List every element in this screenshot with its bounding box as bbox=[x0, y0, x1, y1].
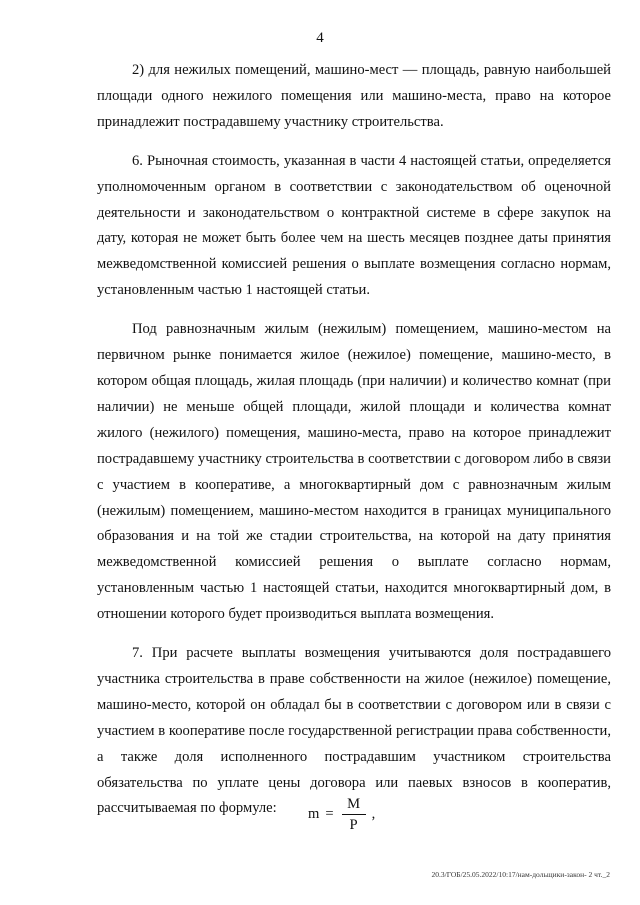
formula-equals: = bbox=[325, 806, 334, 822]
document-body bbox=[97, 58, 611, 835]
paragraph-nonresidential-premises: 2) для нежилых помещений, машино-мест — площадь, равную наибольшей площади одного нежилого помещения или машино-места, право на которое принадлежит пострадавшему участнику строительства. bbox=[97, 62, 611, 130]
formula bbox=[308, 794, 375, 835]
formula-denominator: P bbox=[349, 817, 358, 833]
formula-fraction bbox=[342, 794, 366, 835]
formula-trailing-comma: , bbox=[371, 806, 376, 822]
formula-numerator: M bbox=[347, 796, 361, 812]
document-footer-code: 20.3/ГОБ/25.05.2022/10:17/нам-дольщики-закон- 2 чт._2 bbox=[431, 870, 610, 879]
paragraph-compensation-calculation: 7. При расчете выплаты возмещения учитываются доля пострадавшего участника строительства в праве собственности на жилое (нежилое) помещение, машино-место, которой он обладал бы в соответствии с договором или в связи с участием в кооперативе после государственной регистрации права собственности, а также доля исполненного пострадавшим участником строительства обязательства по уплате цены договора или паевых взносов в кооператив, рассчитываемая по формуле: bbox=[97, 645, 611, 817]
formula-lhs: m bbox=[308, 806, 320, 822]
paragraph-market-value: 6. Рыночная стоимость, указанная в части 4 настоящей статьи, определяется уполномоченным органом в соответствии с законодательством об оценочной деятельности и законодательством о контрактной системе в сфере закупок на дату, которая не может быть более чем на шесть месяцев позднее даты принятия межведомственной комиссией решения о выплате возмещения согласно нормам, установленным частью 1 настоящей статьи. bbox=[97, 152, 611, 299]
page-number: 4 bbox=[316, 30, 324, 46]
paragraph-equivalent-premises: Под равнозначным жилым (нежилым) помещением, машино-местом на первичном рынке понимается жилое (нежилое) помещение, машино-место, в котором общая площадь, жилая площадь (при наличии) и количество комнат (при наличии) не меньше общей площади, жилой площади и количества комнат жилого (нежилого) помещения, машино-места, право на которое принадлежит пострадавшему участнику строительства в соответствии с договором либо в связи с участием в кооперативе, а многоквартирный дом с равнозначным жилым (нежилым) помещением, машино-местом находится в границах муниципального образования и на той же стадии строительства, на которой на дату принятия межведомственной комиссией решения о выплате согласно нормам, установленным частью 1 настоящей статьи, находится многоквартирный дом, в отношении которого будет производиться выплата возмещения. bbox=[97, 321, 611, 623]
